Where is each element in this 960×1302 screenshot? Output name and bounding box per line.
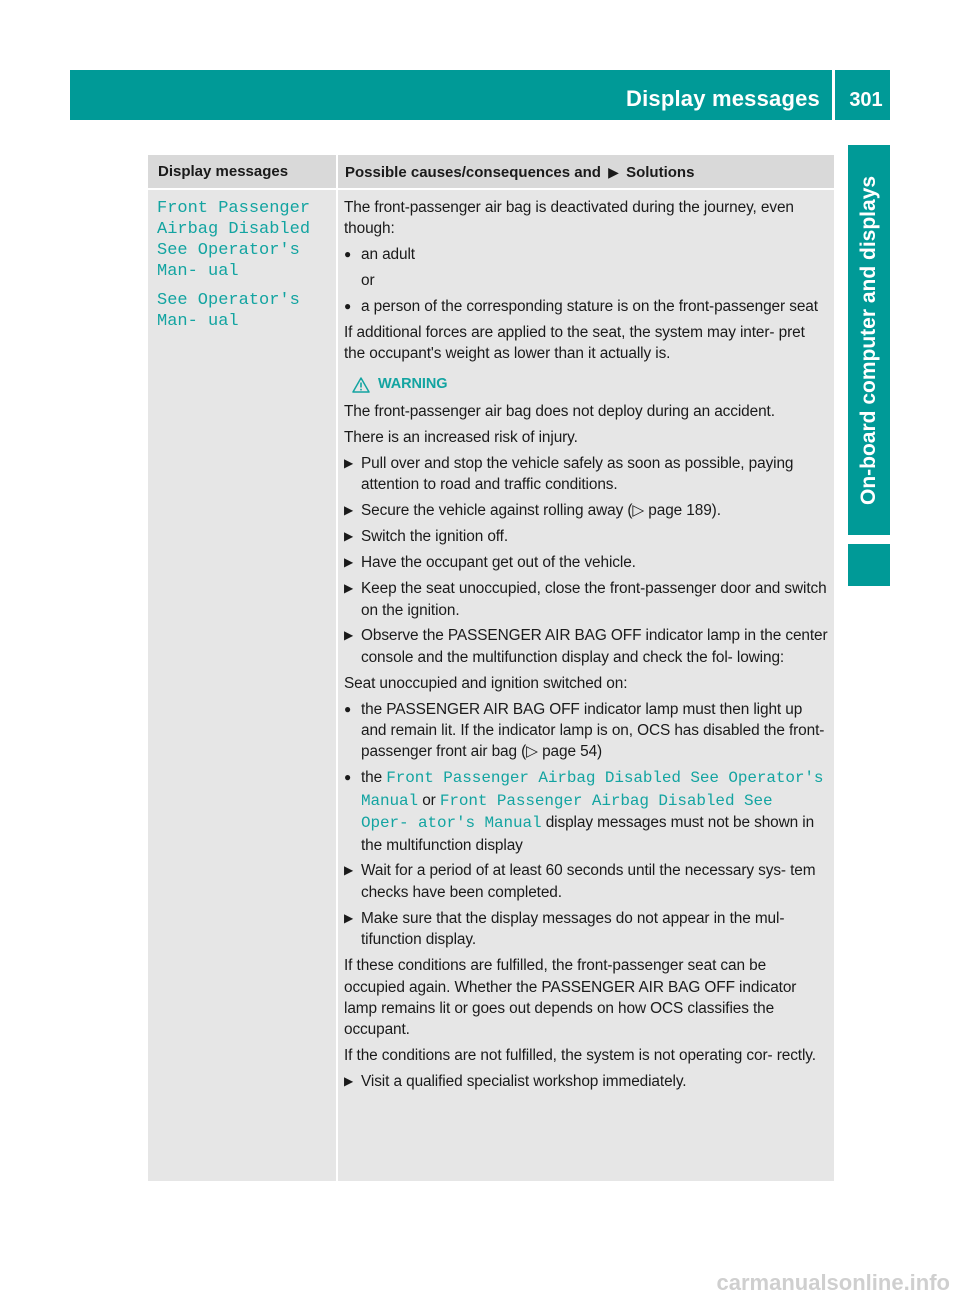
step-arrow-icon: ▶ <box>344 628 354 643</box>
solution-arrow-icon: ▶ <box>608 164 619 180</box>
step-text: Wait for a period of at least 60 seconds until the necessary sys- tem checks have been completed. <box>361 862 816 901</box>
col-header-causes <box>345 155 694 190</box>
inline-display-message: Front Passenger Airbag Disabled See Oper‐ ator's Manual <box>361 791 773 833</box>
chapter-side-tab <box>848 145 890 535</box>
col-header-solutions-text: Solutions <box>626 164 695 181</box>
not-fulfilled-text: If the conditions are not fulfilled, the system is not operating cor- rectly. <box>344 1047 816 1065</box>
bullet-icon: ● <box>344 701 352 716</box>
list-item <box>344 296 828 317</box>
warning-label: WARNING <box>378 375 448 392</box>
step-text: Switch the ignition off. <box>361 528 509 546</box>
step-text: Pull over and stop the vehicle safely as soon as possible, paying attention to road and traffic conditions. <box>361 455 794 494</box>
step-arrow-icon: ▶ <box>344 863 354 878</box>
bullet-icon: ● <box>344 247 352 262</box>
step-arrow-icon: ▶ <box>344 555 354 570</box>
watermark: carmanualsonline.info <box>716 1270 950 1295</box>
step-arrow-icon: ▶ <box>344 910 354 925</box>
step-item <box>344 552 828 573</box>
step-arrow-icon: ▶ <box>344 581 354 596</box>
step-arrow-icon: ▶ <box>344 1074 354 1089</box>
chapter-thumb-marker <box>848 544 890 586</box>
list-item <box>344 699 828 763</box>
page-number: 301 <box>849 89 883 111</box>
step-arrow-icon: ▶ <box>344 456 354 471</box>
step-text: Secure the vehicle against rolling away (▷ page 189). <box>361 502 721 520</box>
or-text: or <box>361 272 375 290</box>
col-header-messages: Display messages <box>158 163 289 180</box>
list-item-text: or <box>422 791 436 809</box>
col-header-causes-text: Possible causes/consequences and <box>345 164 601 181</box>
warning-triangle-icon <box>352 377 370 393</box>
list-item-text: a person of the corresponding stature is on the front-passenger seat <box>361 298 818 316</box>
step-item <box>344 500 828 521</box>
section-title: Display messages <box>626 86 820 111</box>
messages-column <box>157 198 332 340</box>
warning-heading <box>352 374 828 395</box>
column-divider <box>336 155 338 1181</box>
list-item-text: display messages must not be shown in the multifunction display <box>361 814 815 854</box>
causes-column <box>344 197 828 1097</box>
forces-text: If additional forces are applied to the seat, the system may inter- pret the occupant's weight as lower than it actually is. <box>344 324 805 363</box>
list-item <box>344 767 828 856</box>
warning-text: The front-passenger air bag does not deploy during an accident. <box>344 403 775 421</box>
step-arrow-icon: ▶ <box>344 529 354 544</box>
header-divider-line <box>148 188 834 190</box>
display-message: Front Passenger Airbag Disabled See Operator's Man‐ ual <box>157 199 311 281</box>
list-item-text: an adult <box>361 246 415 264</box>
bullet-icon: ● <box>344 299 352 314</box>
header-divider <box>832 70 835 120</box>
display-messages-table <box>148 155 834 1181</box>
inline-display-message: Front Passenger Airbag Disabled See Operator's Manual <box>361 769 824 810</box>
step-item <box>344 453 828 496</box>
intro-text: The front-passenger air bag is deactivated during the journey, even though: <box>344 199 794 238</box>
list-item-text: the <box>361 769 383 787</box>
step-text: Observe the PASSENGER AIR BAG OFF indicator lamp in the center console and the multifunction display and check the fol- lowing: <box>361 627 828 666</box>
step-item <box>344 526 828 547</box>
page-header-bar <box>70 70 890 120</box>
step-text: Have the occupant get out of the vehicle. <box>361 554 636 572</box>
step-item <box>344 860 828 903</box>
warning-text: There is an increased risk of injury. <box>344 429 578 447</box>
step-item <box>344 625 828 668</box>
step-text: Keep the seat unoccupied, close the front-passenger door and switch on the ignition. <box>361 580 827 619</box>
step-text: Visit a qualified specialist workshop immediately. <box>361 1073 687 1091</box>
list-item <box>344 244 828 265</box>
table-header <box>148 155 834 188</box>
step-text: Make sure that the display messages do not appear in the mul- tifunction display. <box>361 909 785 949</box>
list-item-text: the PASSENGER AIR BAG OFF indicator lamp must then light up and remain lit. If the indicator lamp is on, OCS has disabled the front-passenger front air bag (▷ page 54) <box>361 700 825 761</box>
step-arrow-icon: ▶ <box>344 503 354 518</box>
seat-unoccupied-text: Seat unoccupied and ignition switched on: <box>344 674 628 692</box>
step-item <box>344 578 828 621</box>
bullet-icon: ● <box>344 770 352 785</box>
step-item <box>344 908 828 951</box>
chapter-label: On-board computer and displays <box>857 175 880 505</box>
fulfilled-text: If these conditions are fulfilled, the front-passenger seat can be occupied again. Whether the PASSENGER AIR BAG OFF indicator lamp remains lit or goes out depends on how OCS classifies the occupant. <box>344 957 797 1039</box>
step-item <box>344 1071 828 1092</box>
display-message: See Operator's Man‐ ual <box>157 291 300 331</box>
